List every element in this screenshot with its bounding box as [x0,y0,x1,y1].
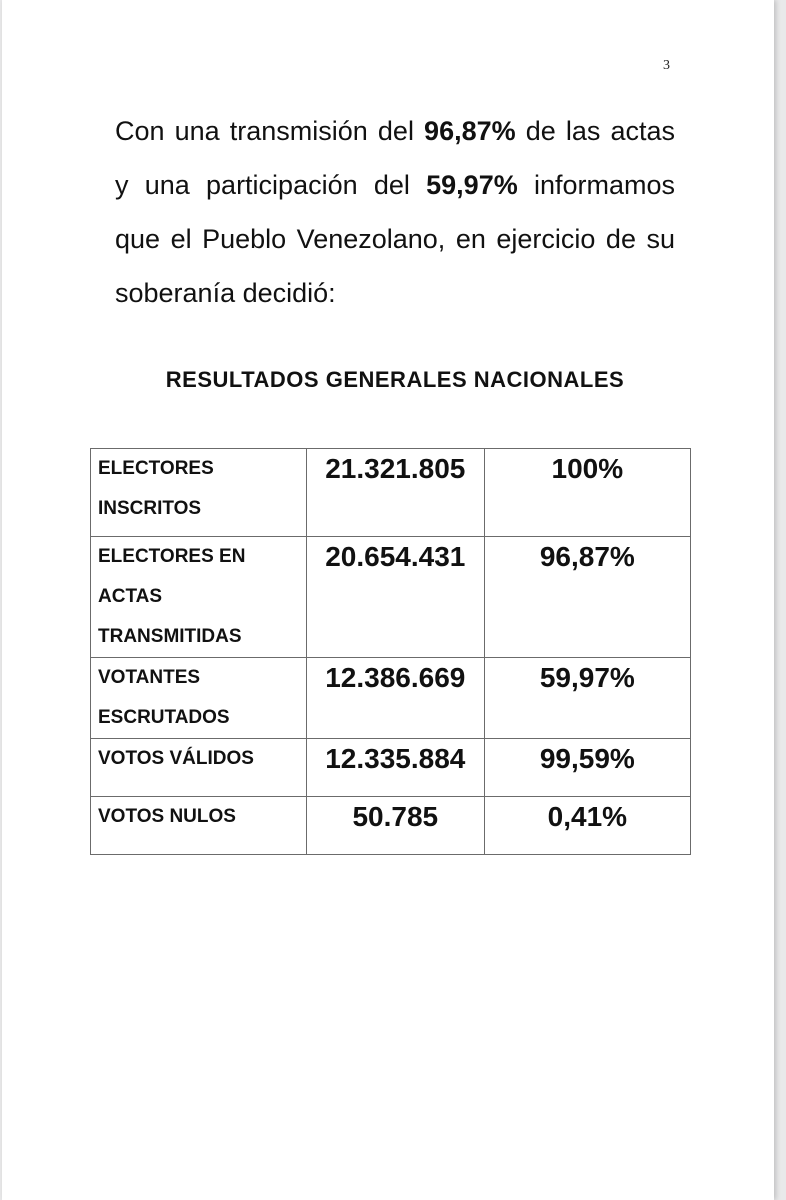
row-value-cell [306,658,484,739]
row-label-cell [91,797,307,855]
table-row [91,449,691,537]
intro-paragraph [115,104,675,320]
row-percent: 99,59% [539,743,635,774]
row-value: 21.321.805 [325,453,466,484]
intro-line-4: soberanía decidió: [115,278,336,308]
table-row [91,658,691,739]
intro-text: y una participación del [115,170,427,200]
row-label: VOTOS NULOS [98,806,236,827]
intro-text: informamos [517,170,675,200]
row-percent: 96,87% [539,541,635,572]
row-value-cell [306,797,484,855]
row-value-cell [306,537,484,658]
row-label-cell [91,449,307,537]
row-value-cell [306,739,484,797]
table-row [91,537,691,658]
row-percent-cell [484,537,690,658]
row-percent-cell [484,658,690,739]
section-title: RESULTADOS GENERALES NACIONALES [165,367,625,392]
row-percent-cell [484,449,690,537]
table-row [91,739,691,797]
row-label: ELECTORES EN ACTAS TRANSMITIDAS [98,546,246,647]
intro-line-1 [115,104,675,158]
row-percent: 0,41% [547,801,628,832]
row-label: VOTOS VÁLIDOS [98,748,254,769]
results-table [90,448,691,855]
intro-text: Con una transmisión del [115,116,425,146]
page-number: 3 [663,58,670,73]
row-percent-cell [484,797,690,855]
row-label-cell [91,537,307,658]
intro-line-2 [115,158,675,212]
row-value: 12.386.669 [325,662,466,693]
transmission-percent: 96,87% [424,116,516,146]
row-value: 20.654.431 [325,541,466,572]
document-page [2,0,774,1200]
row-value-cell [306,449,484,537]
row-label-cell [91,658,307,739]
row-label: VOTANTES ESCRUTADOS [98,667,230,728]
row-percent: 100% [551,453,624,484]
row-percent: 59,97% [539,662,635,693]
intro-text: de las actas [515,116,675,146]
row-value: 12.335.884 [325,743,466,774]
table-row [91,797,691,855]
intro-line-3: que el Pueblo Venezolano, en ejercicio de su [115,224,675,254]
row-label-cell [91,739,307,797]
participation-percent: 59,97% [426,170,518,200]
row-label: ELECTORES INSCRITOS [98,458,214,519]
row-percent-cell [484,739,690,797]
row-value: 50.785 [352,801,439,832]
